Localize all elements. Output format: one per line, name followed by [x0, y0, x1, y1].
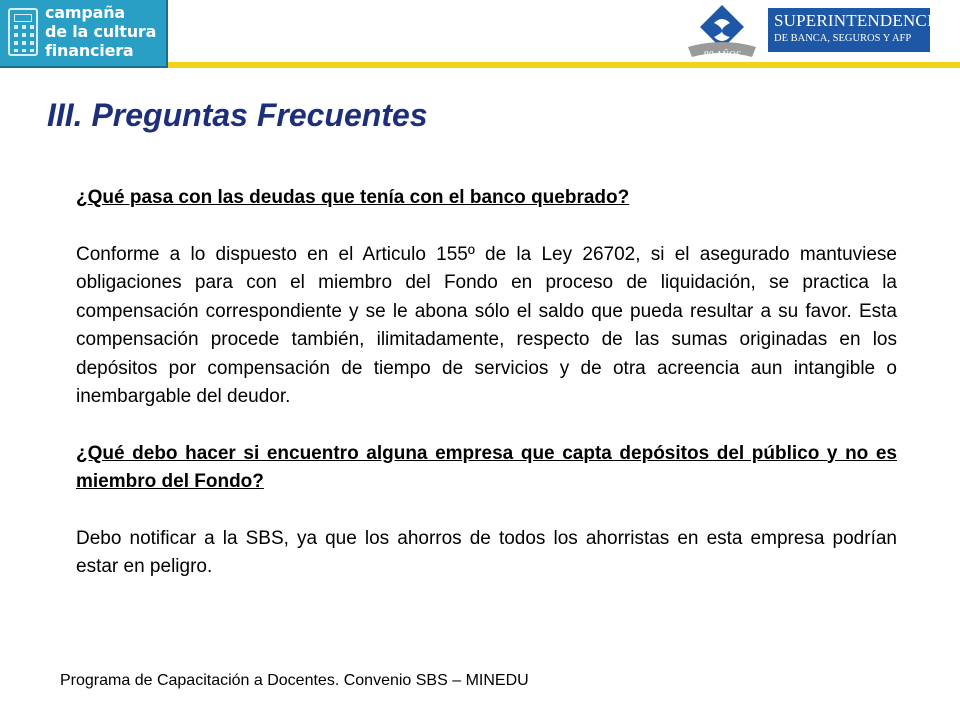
header-divider	[166, 0, 168, 66]
slide-title: III. Preguntas Frecuentes	[47, 97, 428, 133]
faq-answer-2: Debo notificar a la SBS, ya que los ahorros de todos los ahorristas en esta empresa podrían estar en peligro.	[76, 527, 897, 577]
sbs-anniversary-emblem	[684, 3, 760, 63]
brand-line-3: financiera	[45, 41, 134, 60]
campaign-logo	[0, 0, 166, 66]
brand-line-2: de la cultura	[45, 22, 157, 41]
calculator-icon	[8, 8, 38, 56]
yellow-accent-bar	[168, 62, 960, 68]
faq-question-2: ¿Qué debo hacer si encuentro alguna empresa que capta depósitos del público y no es miembro del Fondo?	[76, 442, 897, 492]
faq-content	[76, 184, 897, 582]
brand-line-1: campaña	[45, 3, 125, 22]
faq-answer-1: Conforme a lo dispuesto en el Articulo 155º de la Ley 26702, si el asegurado mantuviese obligaciones para con el miembro del Fondo en proceso de liquidación, se practica la compensación correspondiente y se le abona sólo el saldo que pueda resultar a su favor. Esta compensación procede también, ilimitadamente, respecto de las sumas originadas en los depósitos por compensación de tiempo de servicios y de otra acreencia aun intangible o inembargable del deudor.	[76, 243, 897, 407]
footer-text: Programa de Capacitación a Docentes. Convenio SBS – MINEDU	[60, 672, 529, 689]
header-bar	[0, 0, 960, 66]
sbs-title: SUPERINTENDENCIA	[774, 11, 946, 30]
blue-accent-line	[0, 66, 168, 68]
sbs-logo-box	[768, 8, 946, 52]
sbs-anniversary-text: 80 AÑOS	[703, 50, 741, 61]
sbs-subtitle: DE BANCA, SEGUROS Y AFP	[774, 33, 912, 44]
campaign-brand-text	[45, 3, 165, 60]
faq-question-1: ¿Qué pasa con las deudas que tenía con el banco quebrado?	[76, 187, 630, 208]
